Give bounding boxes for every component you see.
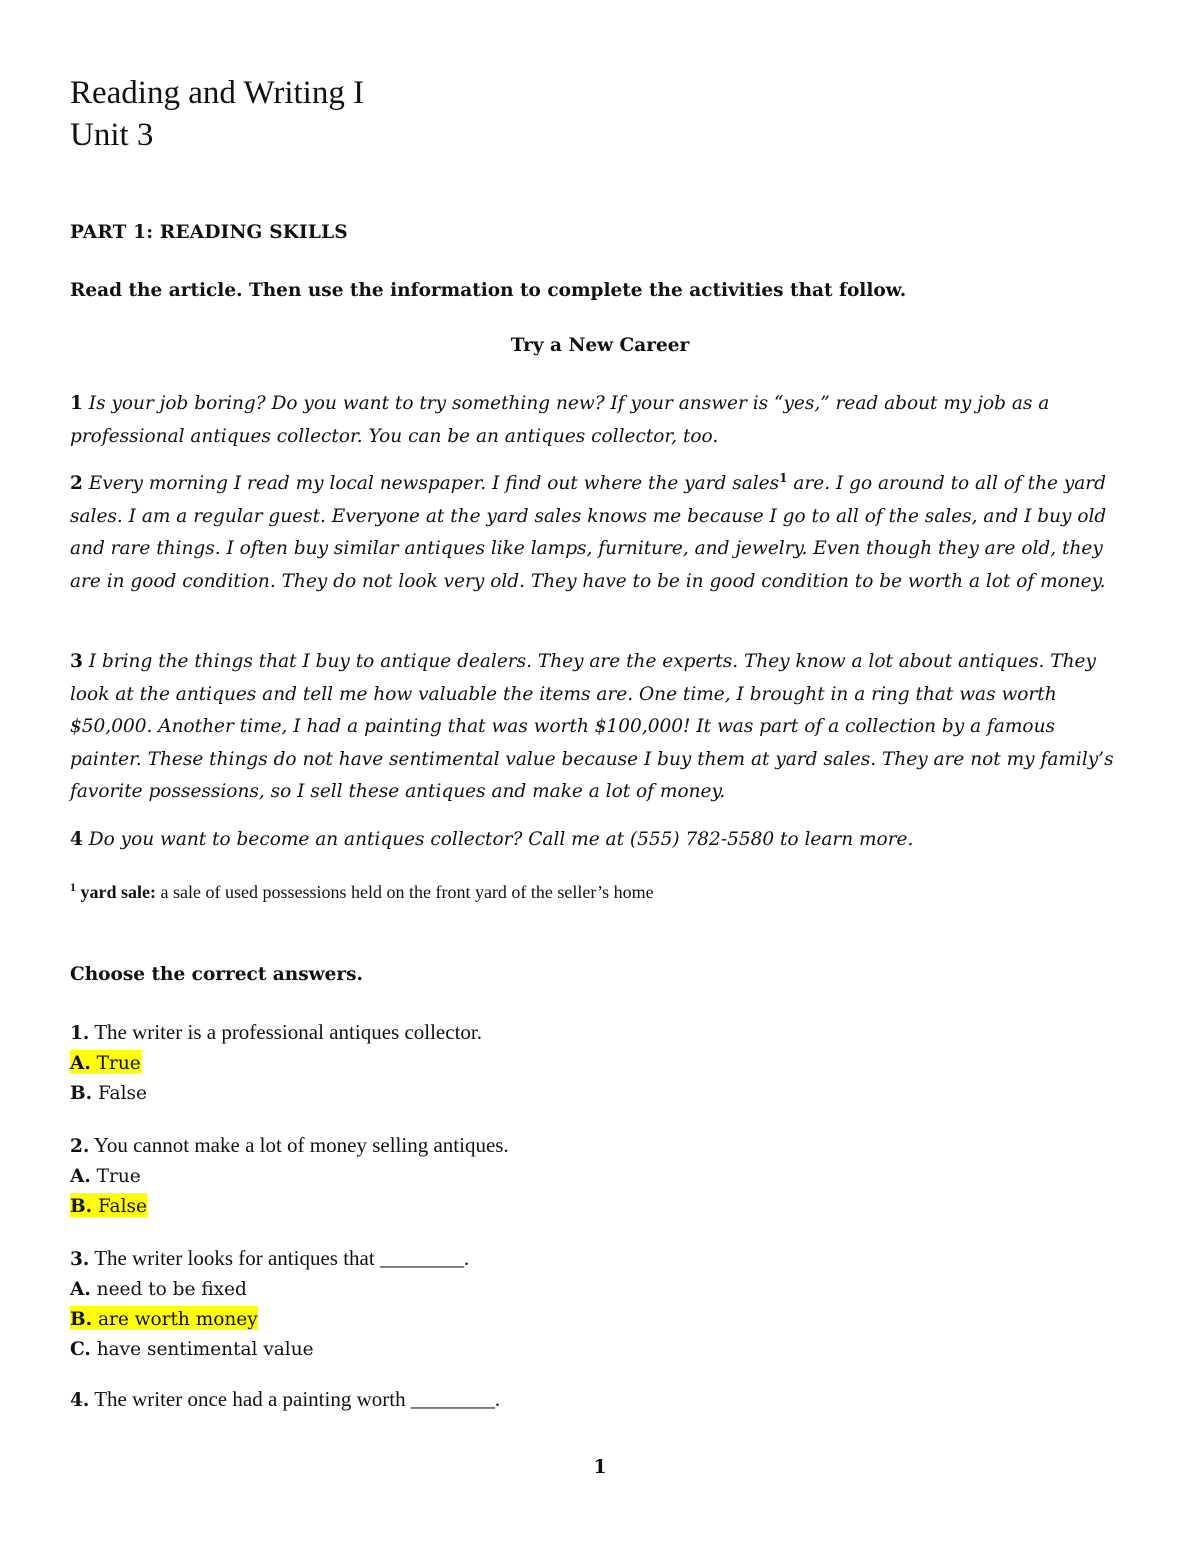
- part-heading: PART 1: READING SKILLS: [70, 222, 348, 243]
- answer-option-a: A. True: [70, 1166, 141, 1187]
- footnote-term: yard sale:: [80, 882, 156, 902]
- question-stem: 2. You cannot make a lot of money selling antiques.: [70, 1133, 509, 1157]
- quiz-heading: Choose the correct answers.: [70, 964, 363, 985]
- course-title: Reading and Writing I: [70, 75, 365, 111]
- answer-option-a: A. need to be fixed: [70, 1279, 247, 1300]
- highlighted-answer: B. False: [70, 1193, 147, 1217]
- footnote: [70, 880, 654, 903]
- paragraph-number: 1: [70, 393, 83, 414]
- highlighted-answer: A. True: [70, 1050, 141, 1074]
- paragraph-number: 4: [70, 829, 83, 850]
- paragraph-text: Do you want to become an antiques collector? Call me at (555) 782-5580 to learn more.: [88, 829, 914, 850]
- footnote-definition: a sale of used possessions held on the front yard of the seller’s home: [156, 882, 654, 902]
- article-paragraph-2: [70, 468, 1130, 598]
- reading-instruction: Read the article. Then use the information to complete the activities that follow.: [70, 280, 907, 301]
- paragraph-text: Every morning I read my local newspaper. I find out where the yard sales: [88, 473, 780, 494]
- paragraph-number: 3: [70, 651, 83, 672]
- question-1: [70, 1018, 482, 1108]
- question-2: [70, 1131, 509, 1221]
- answer-option-b: [70, 1191, 509, 1221]
- answer-option-b: B. False: [70, 1083, 147, 1104]
- document-header: [70, 72, 364, 156]
- footnote-marker: 1: [70, 880, 76, 894]
- question-3: [70, 1244, 469, 1364]
- footnote-reference: 1: [779, 470, 788, 485]
- highlighted-answer: B. are worth money: [70, 1306, 258, 1330]
- question-stem: 1. The writer is a professional antiques collector.: [70, 1020, 482, 1044]
- question-stem: 4. The writer once had a painting worth ________.: [70, 1387, 501, 1411]
- paragraph-text: I bring the things that I buy to antique dealers. They are the experts. They know a lot about antiques. They look at the antiques and tell me how valuable the items are. One time, I brought in a ring that was worth $50,000. Another time, I had a painting that was worth $100,000! It was part of a collection by a famous painter. These things do not have sentimental value because I buy them at yard sales. They are not my family’s favorite possessions, so I sell these antiques and make a lot of money.: [70, 651, 1114, 803]
- article-title: Try a New Career: [510, 335, 690, 356]
- article-paragraph-4: [70, 824, 1130, 857]
- answer-option-c: C. have sentimental value: [70, 1339, 314, 1360]
- unit-title: Unit 3: [70, 117, 154, 153]
- paragraph-text: are. I go around to all of the yard sales. I am a regular guest. Everyone at the yard sales knows me because I go to all of the sales, and I buy old and rare things. I often buy similar antiques like lamps, furniture, and jewelry. Even though they are old, they are in good condition. They do not look very old. They have to be in good condition to be worth a lot of money.: [70, 473, 1107, 592]
- paragraph-text: Is your job boring? Do you want to try something new? If your answer is “yes,” read about my job as a professional antiques collector. You can be an antiques collector, too.: [70, 393, 1050, 447]
- page-number: 1: [593, 1456, 607, 1478]
- answer-option-a: [70, 1048, 482, 1078]
- paragraph-number: 2: [70, 473, 83, 494]
- question-stem: 3. The writer looks for antiques that ________.: [70, 1246, 470, 1270]
- article-paragraph-1: [70, 388, 1130, 453]
- article-paragraph-3: [70, 646, 1130, 809]
- answer-option-b: [70, 1304, 469, 1334]
- question-4: [70, 1385, 500, 1415]
